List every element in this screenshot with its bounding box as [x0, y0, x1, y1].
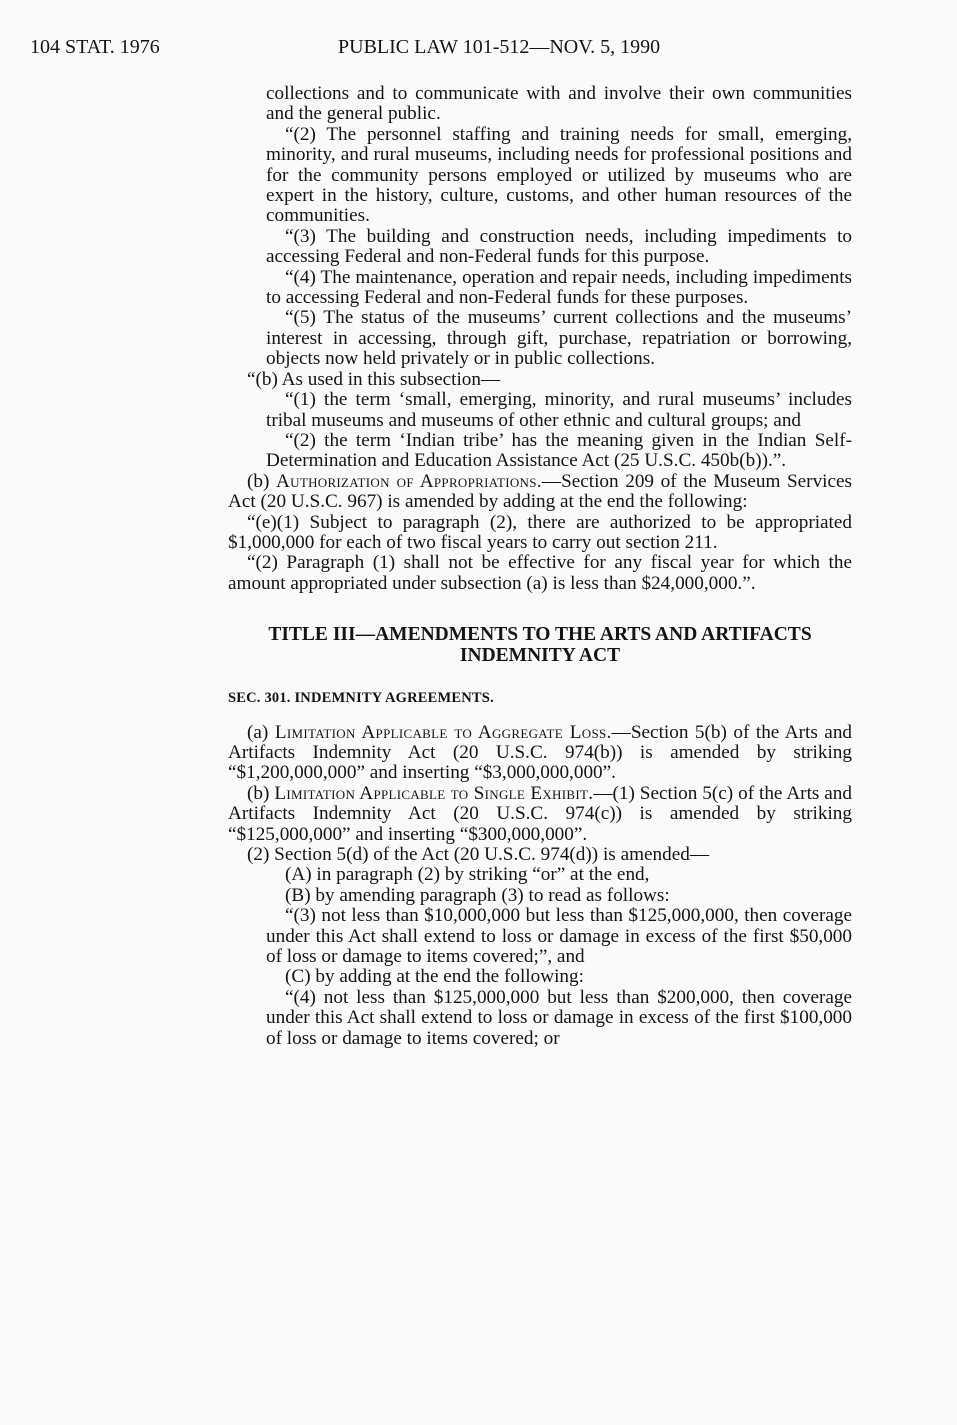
paragraph-text: —Section 209 of the Museum Services Act (20 U.S.C. 967) is amended by adding at the end the following:	[228, 470, 852, 513]
paragraph-lead: (b)	[247, 782, 275, 804]
paragraph: “(3) The building and construction needs, including impediments to accessing Federal and non-Federal funds for this purpose.	[266, 225, 852, 268]
paragraph: “(2) Paragraph (1) shall not be effective for any fiscal year for which the amount appropriated under subsection (a) is less than $24,000,000.”.	[228, 552, 852, 594]
paragraph: (A) in paragraph (2) by striking “or” at the end,	[285, 864, 650, 886]
paragraph: “(2) The personnel staffing and training needs for small, emerging, minority, and rural museums, including needs for professional positions and for the community persons employed or utilized by museums who are expert in the history, culture, customs, and other human resources of the communities.	[266, 123, 852, 227]
paragraph: “(3) not less than $10,000,000 but less than $125,000,000, then coverage under this Act shall extend to loss or damage in excess of the first $50,000 of loss or damage to items covered;”, and	[266, 905, 852, 968]
paragraph: “(e)(1) Subject to paragraph (2), there are authorized to be appropriated $1,000,000 for each of two fiscal years to carry out section 211.	[228, 511, 852, 553]
paragraph: “(5) The status of the museums’ current collections and the museums’ interest in accessing, through gift, purchase, repatriation or borrowing, objects now held privately or in public collections.	[266, 307, 852, 370]
page-header	[0, 36, 957, 66]
paragraph: “(2) the term ‘Indian tribe’ has the meaning given in the Indian Self-Determination and Education Assistance Act (25 U.S.C. 450b(b)).”.	[266, 429, 852, 472]
paragraph-text: —(1) Section 5(c) of the Arts and Artifacts Indemnity Act (20 U.S.C. 974(c)) is amended by striking “$125,000,000” and inserting “$300,000,000”.	[228, 782, 852, 845]
paragraph: (B) by amending paragraph (3) to read as follows:	[285, 884, 670, 906]
paragraph: “(4) not less than $125,000,000 but less than $200,000, then coverage under this Act shall extend to loss or damage in excess of the first $100,000 of loss or damage to items covered; or	[266, 986, 852, 1049]
paragraph-lead: (a)	[247, 721, 275, 743]
paragraph: collections and to communicate with and involve their own communities and the general public.	[266, 83, 852, 125]
document-body	[228, 84, 852, 1049]
paragraph: (2) Section 5(d) of the Act (20 U.S.C. 974(d)) is amended—	[247, 844, 710, 865]
paragraph	[228, 472, 852, 513]
paragraph: (C) by adding at the end the following:	[285, 966, 584, 988]
paragraph-lead: (b)	[247, 470, 276, 492]
paragraph: “(b) As used in this subsection—	[247, 368, 501, 390]
public-law-citation: PUBLIC LAW 101-512—NOV. 5, 1990	[338, 36, 661, 58]
paragraph: “(4) The maintenance, operation and repair needs, including impediments to accessing Federal and non-Federal funds for these purposes.	[266, 266, 852, 309]
paragraph	[228, 723, 852, 784]
statute-page-number: 104 STAT. 1976	[30, 36, 160, 58]
paragraph-text: —Section 5(b) of the Arts and Artifacts Indemnity Act (20 U.S.C. 974(b)) is amended by striking “$1,200,000,000” and inserting “$3,000,000,000”.	[228, 721, 853, 784]
title-heading: TITLE III—AMENDMENTS TO THE ARTS AND ARTIFACTS INDEMNITY ACT	[268, 624, 812, 667]
paragraph: “(1) the term ‘small, emerging, minority, and rural museums’ includes tribal museums and museums of other ethnic and cultural groups; and	[266, 389, 852, 431]
subsection-heading: Limitation Applicable to Single Exhibit.	[274, 782, 594, 804]
subsection-heading: Limitation Applicable to Aggregate Loss.	[274, 721, 612, 743]
section-heading: SEC. 301. INDEMNITY AGREEMENTS.	[228, 690, 494, 707]
subsection-heading: Authorization of Appropriations.	[275, 470, 542, 492]
paragraph	[228, 784, 852, 845]
